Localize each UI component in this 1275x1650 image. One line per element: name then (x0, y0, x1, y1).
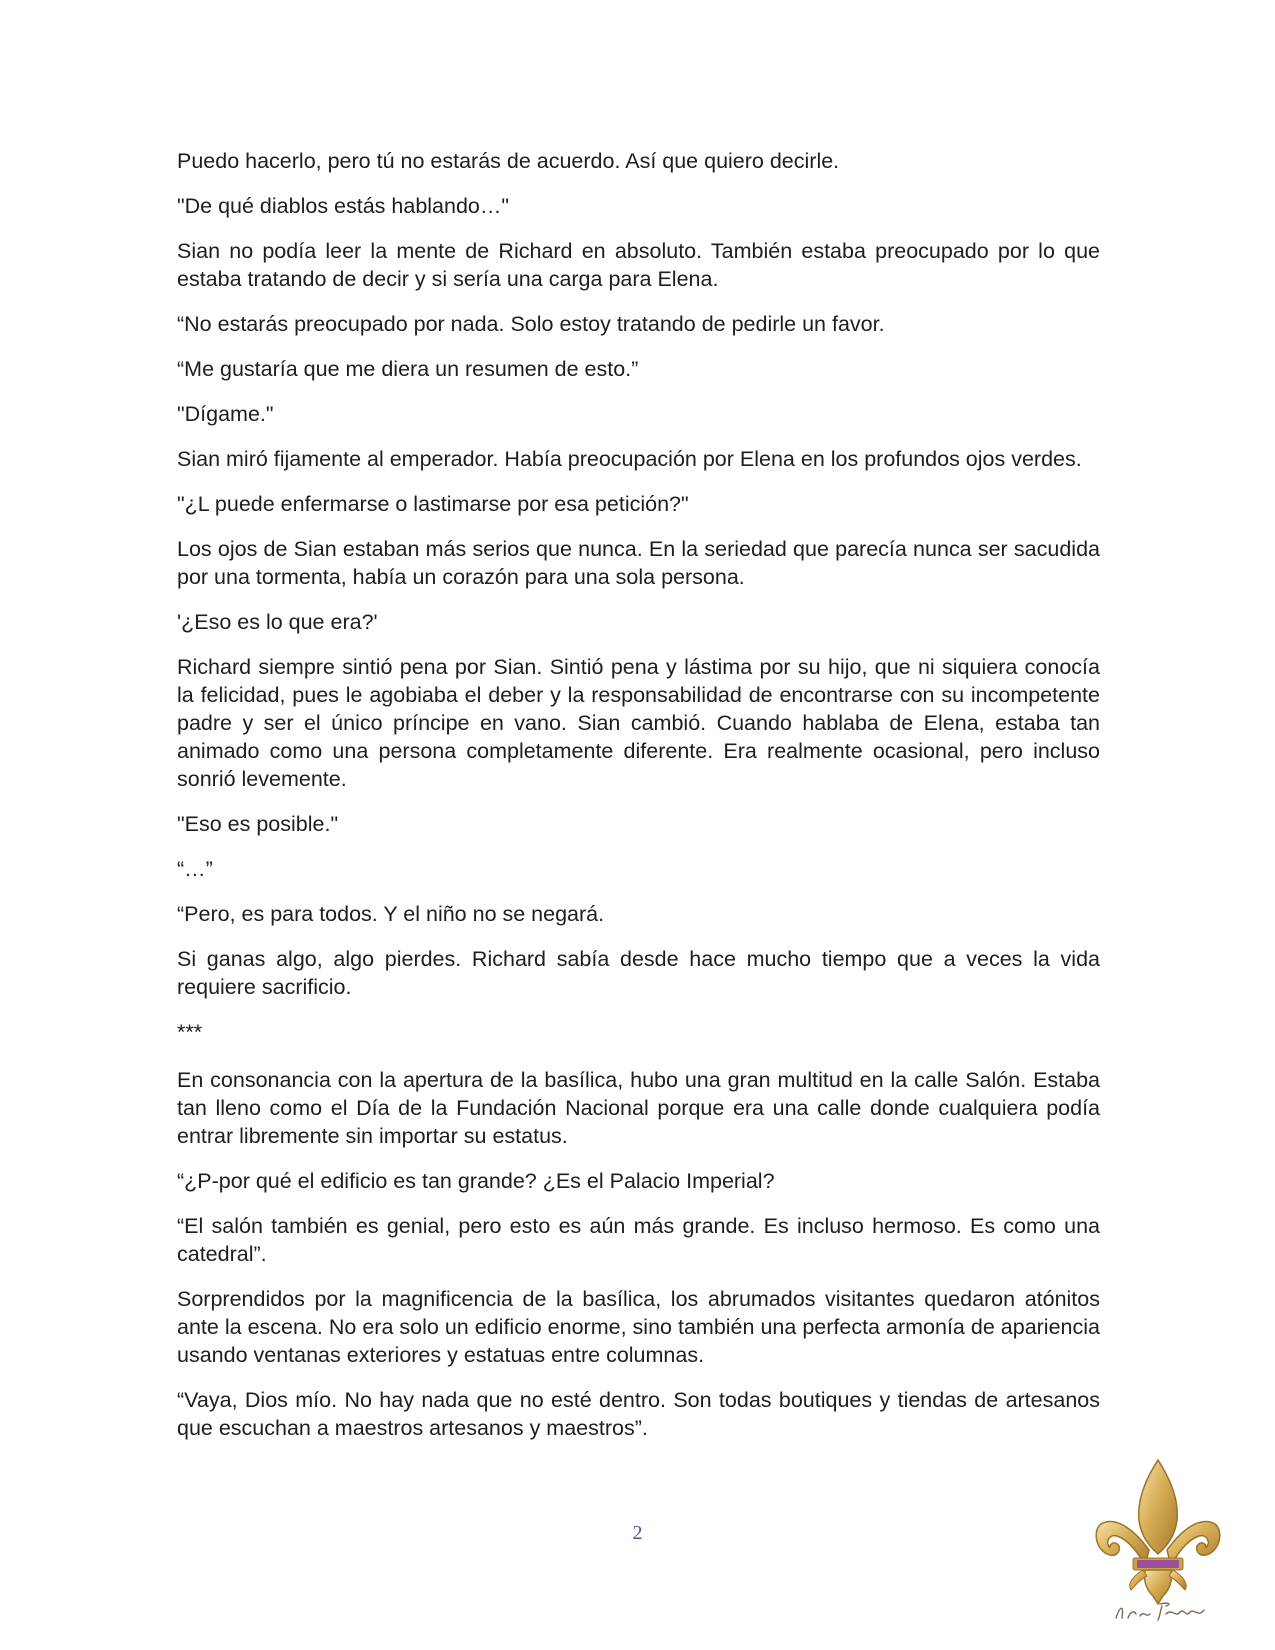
signature-scribble (1110, 1596, 1210, 1626)
paragraph: En consonancia con la apertura de la basílica, hubo una gran multitud en la calle Salón. Estaba tan lleno como el Día de la Fundación Nacional porque era una calle donde cualquiera podía entrar libremente sin importar su estatus. (177, 1068, 1100, 1148)
paragraph: “Me gustaría que me diera un resumen de esto.” (177, 357, 639, 381)
paragraph: “¿P-por qué el edificio es tan grande? ¿Es el Palacio Imperial? (177, 1169, 775, 1193)
paragraph: Si ganas algo, algo pierdes. Richard sabía desde hace mucho tiempo que a veces la vida requiere sacrificio. (177, 947, 1100, 999)
paragraph: “Pero, es para todos. Y el niño no se negará. (177, 902, 605, 926)
paragraph: Richard siempre sintió pena por Sian. Sintió pena y lástima por su hijo, que ni siquiera conocía la felicidad, pues le agobiaba el deber y la responsabilidad de encontrarse con su incompetente padre y ser el único príncipe en vano. Sian cambió. Cuando hablaba de Elena, estaba tan animado como una persona completamente diferente. Era realmente ocasional, pero incluso sonrió levemente. (177, 655, 1100, 791)
paragraph: "¿L puede enfermarse o lastimarse por esa petición?" (177, 492, 689, 516)
paragraph: "Eso es posible." (177, 812, 339, 836)
scene-separator: *** (177, 1020, 203, 1044)
paragraph: “Vaya, Dios mío. No hay nada que no esté dentro. Son todas boutiques y tiendas de artesanos que escuchan a maestros artesanos y maestros”. (177, 1388, 1100, 1440)
paragraph: "De qué diablos estás hablando…" (177, 194, 510, 218)
paragraph: Los ojos de Sian estaban más serios que nunca. En la seriedad que parecía nunca ser sacudida por una tormenta, había un corazón para una sola persona. (177, 537, 1100, 589)
paragraph: “El salón también es genial, pero esto es aún más grande. Es incluso hermoso. Es como una catedral”. (177, 1214, 1100, 1266)
paragraph: “No estarás preocupado por nada. Solo estoy tratando de pedirle un favor. (177, 312, 885, 336)
paragraph: Puedo hacerlo, pero tú no estarás de acuerdo. Así que quiero decirle. (177, 149, 840, 173)
paragraph: Sorprendidos por la magnificencia de la basílica, los abrumados visitantes quedaron atónitos ante la escena. No era solo un edificio enorme, sino también una perfecta armonía de apariencia usando ventanas exteriores y estatuas entre columnas. (177, 1287, 1100, 1367)
page-number: 2 (632, 1522, 643, 1544)
document-body (177, 147, 1100, 1459)
paragraph: Sian miró fijamente al emperador. Había preocupación por Elena en los profundos ojos verdes. (177, 447, 1082, 471)
paragraph: '¿Eso es lo que era?' (177, 610, 378, 634)
paragraph: Sian no podía leer la mente de Richard en absoluto. También estaba preocupado por lo que estaba tratando de decir y si sería una carga para Elena. (177, 239, 1100, 291)
paragraph: "Dígame." (177, 402, 274, 426)
paragraph: “…” (177, 857, 213, 881)
